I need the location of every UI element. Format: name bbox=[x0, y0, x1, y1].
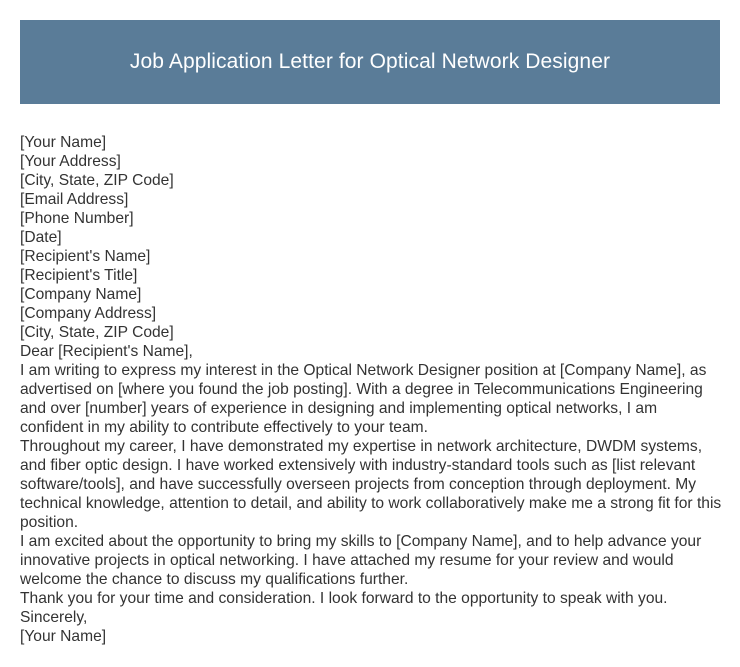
sender-block bbox=[20, 133, 724, 228]
recipient-title: [Recipient's Title] bbox=[20, 267, 138, 284]
recipient-name: [Recipient's Name] bbox=[20, 248, 151, 265]
recipient-address: [Company Address] bbox=[20, 305, 157, 322]
recipient-block bbox=[20, 247, 724, 342]
sender-city-state-zip: [City, State, ZIP Code] bbox=[20, 172, 174, 189]
sender-name: [Your Name] bbox=[20, 134, 107, 151]
page-title: Job Application Letter for Optical Network Designer bbox=[129, 50, 611, 73]
recipient-city-state-zip: [City, State, ZIP Code] bbox=[20, 324, 174, 341]
paragraph-thanks: Thank you for your time and consideration. I look forward to the opportunity to speak with you. bbox=[20, 590, 668, 607]
sender-phone: [Phone Number] bbox=[20, 210, 134, 227]
recipient-company: [Company Name] bbox=[20, 286, 142, 303]
paragraph-motivation: I am excited about the opportunity to bring my skills to [Company Name], and to help advance your innovative projects in optical networking. I have attached my resume for your review and would welcome the chance to discuss my qualifications further. bbox=[20, 533, 702, 588]
paragraph-intro: I am writing to express my interest in the Optical Network Designer position at [Company Name], as advertised on [where you found the job posting]. With a degree in Telecommunications Engineering and over [number] years of experience in designing and implementing optical networks, I am confident in my ability to contribute effectively to your team. bbox=[20, 362, 707, 436]
sender-email: [Email Address] bbox=[20, 191, 129, 208]
letter-body bbox=[20, 133, 724, 646]
salutation: Dear [Recipient's Name], bbox=[20, 343, 193, 360]
signature-name: [Your Name] bbox=[20, 628, 107, 645]
sender-address: [Your Address] bbox=[20, 153, 121, 170]
paragraph-experience: Throughout my career, I have demonstrated my expertise in network architecture, DWDM systems, and fiber optic design. I have worked extensively with industry-standard tools such as [list relevant software/tools], and have successfully overseen projects from conception through deployment. My technical knowledge, attention to detail, and ability to work collaboratively make me a strong fit for this position. bbox=[20, 438, 722, 531]
closing: Sincerely, bbox=[20, 609, 88, 626]
letter-header bbox=[20, 20, 720, 104]
letter-date: [Date] bbox=[20, 229, 62, 246]
